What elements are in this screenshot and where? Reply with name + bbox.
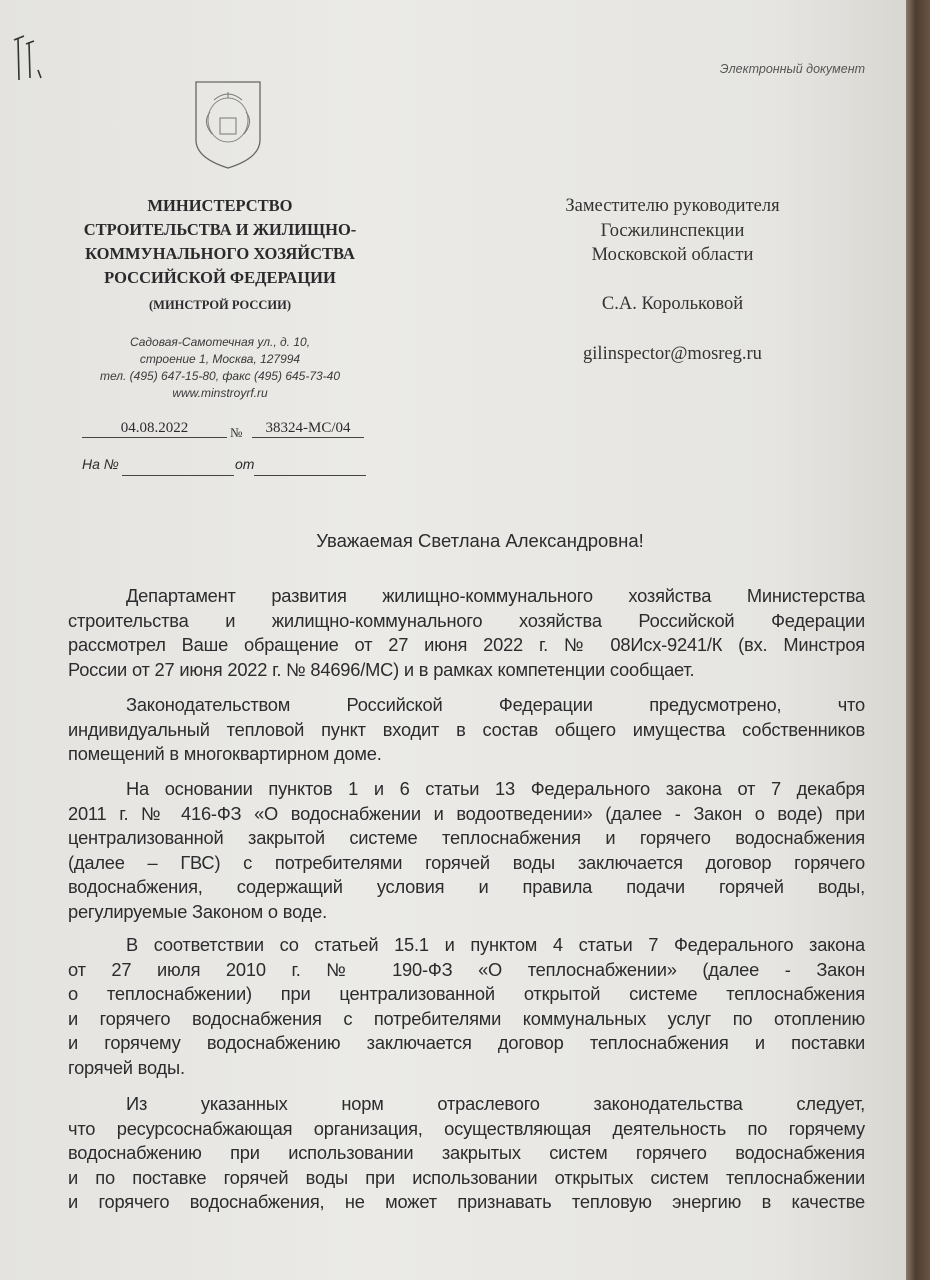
document-number: 38324-МС/04 — [252, 420, 364, 438]
paragraph-line: водоснабжению при использовании закрытых систем горячего водоснабжения — [68, 1142, 865, 1164]
address-line: тел. (495) 647-15-80, факс (495) 645-73-40 — [99, 369, 341, 383]
address-line: Садовая-Самотечная ул., д. 10, — [129, 335, 311, 349]
handwritten-mark — [8, 30, 48, 85]
paragraph-line: Из указанных норм отраслевого законодательства следует, — [126, 1093, 865, 1114]
paragraph-line: горячей воды. — [68, 1056, 185, 1078]
paragraph — [68, 777, 865, 925]
website: www.minstroyrf.ru — [172, 386, 268, 400]
paragraph-line: 2011 г. № 416-ФЗ «О водоснабжении и водоотведении» (далее - Закон о воде) при — [68, 802, 865, 824]
recipient-block — [520, 194, 825, 268]
paragraph — [68, 584, 865, 682]
ministry-name-line: СТРОИТЕЛЬСТВА И ЖИЛИЩНО- — [83, 220, 357, 239]
electronic-document-label: Электронный документ — [719, 62, 865, 76]
paragraph-line: На основании пунктов 1 и 6 статьи 13 Федерального закона от 7 декабря — [126, 778, 865, 799]
paragraph — [68, 693, 865, 767]
ministry-name — [60, 194, 380, 290]
ministry-name-line: РОССИЙСКОЙ ФЕДЕРАЦИИ — [104, 268, 336, 287]
ministry-address — [60, 334, 380, 402]
paragraph-line: водоснабжения, содержащий условия и правила подачи горячей воды, — [68, 876, 865, 898]
ministry-abbreviation: (МИНСТРОЙ РОССИИ) — [148, 298, 291, 312]
recipient-line: Заместителю руководителя — [565, 196, 780, 216]
paragraph-line: рассмотрел Ваше обращение от 27 июня 2022 г. № 08Исх-9241/К (вх. Минстроя — [68, 634, 865, 656]
number-sign: № — [230, 425, 243, 440]
paragraph-line: и горячему водоснабжению заключается договор теплоснабжения и поставки — [68, 1032, 865, 1054]
paragraph-line: Департамент развития жилищно-коммунального хозяйства Министерства — [126, 585, 865, 606]
paragraph-line: и горячего водоснабжения с потребителями коммунальных услуг по отоплению — [68, 1007, 865, 1029]
reply-date-blank — [254, 474, 366, 476]
paragraph-line: строительства и жилищно-коммунального хозяйства Российской Федерации — [68, 609, 865, 631]
paragraph-line: и горячего водоснабжения, не может признавать тепловую энергию в качестве — [68, 1191, 865, 1213]
reply-to-label: На № — [82, 456, 119, 472]
ministry-name-line: КОММУНАЛЬНОГО ХОЗЯЙСТВА — [85, 244, 355, 263]
paragraph-line: помещений в многоквартирном доме. — [68, 743, 382, 765]
recipient-line: Московской области — [591, 245, 754, 265]
paragraph-line: централизованной закрытой системе теплоснабжения и горячего водоснабжения — [68, 827, 865, 849]
greeting: Уважаемая Светлана Александровна! — [316, 530, 644, 551]
recipient-name: С.А. Корольковой — [601, 294, 744, 314]
paragraph-line: что ресурсоснабжающая организация, осуществляющая деятельность по горячему — [68, 1117, 865, 1139]
paragraph-line: о теплоснабжении) при централизованной открытой системе теплоснабжения — [68, 983, 865, 1005]
paragraph-line: (далее – ГВС) с потребителями горячей воды заключается договор горячего — [68, 851, 865, 873]
ministry-name-line: МИНИСТЕРСТВО — [147, 196, 293, 215]
paragraph-line: регулируемые Законом о воде. — [68, 900, 327, 922]
table-background — [906, 0, 930, 1280]
reply-number-blank — [122, 474, 234, 476]
paragraph — [68, 1092, 865, 1215]
paragraph-line: Законодательством Российской Федерации предусмотрено, что — [126, 694, 865, 715]
paragraph-line: и по поставке горячей воды при использовании открытых систем теплоснабжении — [68, 1166, 865, 1188]
recipient-email: gilinspector@mosreg.ru — [583, 344, 762, 364]
paragraph-line: от 27 июля 2010 г. № 190-ФЗ «О теплоснабжении» (далее - Закон — [68, 958, 865, 980]
registration-line — [82, 412, 364, 438]
recipient-line: Госжилинспекции — [600, 220, 745, 241]
reply-reference — [82, 456, 366, 478]
document-date: 04.08.2022 — [82, 420, 227, 438]
coat-of-arms-emblem — [190, 78, 266, 172]
from-label: от — [235, 456, 255, 472]
paragraph — [68, 933, 865, 1081]
paragraph-line: России от 27 июня 2022 г. № 84696/МС) и в рамках компетенции сообщает. — [68, 658, 695, 680]
address-line: строение 1, Москва, 127994 — [139, 352, 301, 366]
paragraph-line: В соответствии со статьей 15.1 и пунктом 4 статьи 7 Федерального закона — [126, 934, 865, 955]
paragraph-line: индивидуальный тепловой пункт входит в состав общего имущества собственников — [68, 718, 865, 740]
